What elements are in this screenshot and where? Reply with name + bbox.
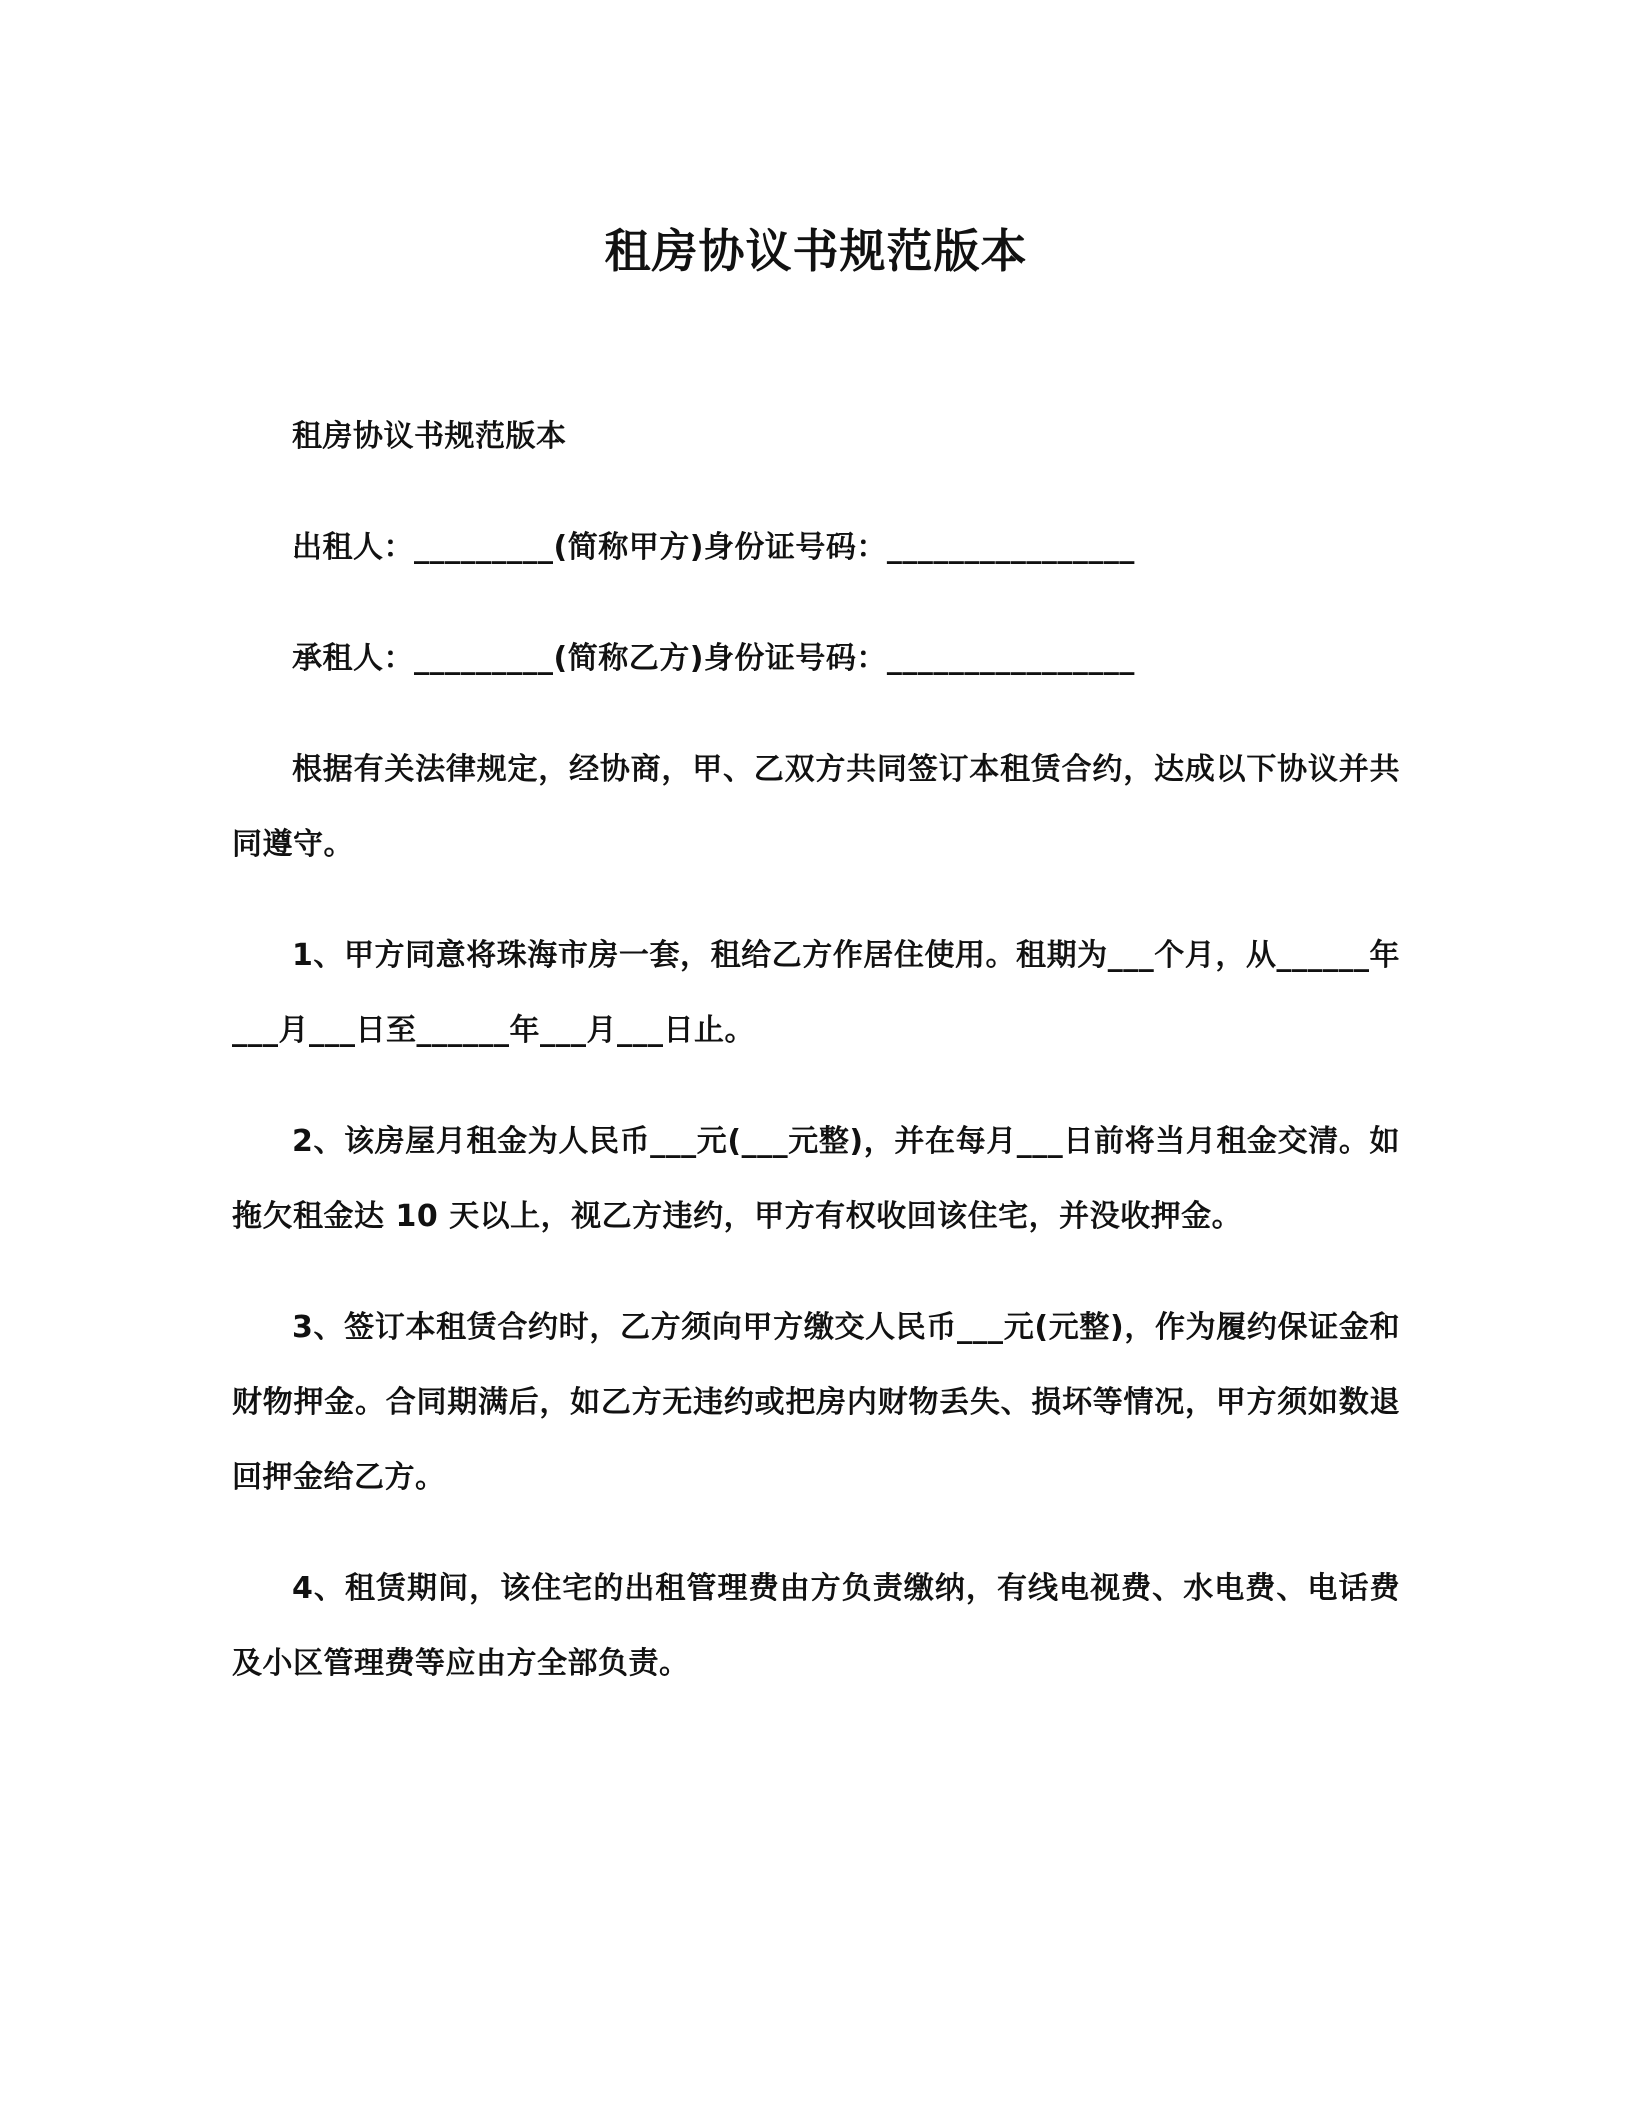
document-body	[232, 399, 1400, 1701]
paragraph-clause-3: 3、签订本租赁合约时，乙方须向甲方缴交人民币___元(元整)，作为履约保证金和财物押金。合同期满后，如乙方无违约或把房内财物丢失、损坏等情况，甲方须如数退回押金给乙方。	[232, 1310, 1400, 1495]
paragraph-clause-4: 4、租赁期间，该住宅的出租管理费由方负责缴纳，有线电视费、水电费、电话费及小区管理费等应由方全部负责。	[232, 1571, 1400, 1681]
paragraph-clause-2: 2、该房屋月租金为人民币___元(___元整)，并在每月___日前将当月租金交清。如拖欠租金达 10 天以上，视乙方违约，甲方有权收回该住宅，并没收押金。	[232, 1124, 1400, 1234]
paragraph-lessee-line: 承租人：_________(简称乙方)身份证号码：________________	[292, 641, 1135, 676]
paragraph-lessor-line: 出租人：_________(简称甲方)身份证号码：________________	[292, 530, 1135, 565]
paragraph-clause-1: 1、甲方同意将珠海市房一套，租给乙方作居住使用。租期为___个月，从______年___月___日至______年___月___日止。	[232, 938, 1400, 1048]
document-title: 租房协议书规范版本	[604, 224, 1028, 278]
paragraph-preamble: 根据有关法律规定，经协商，甲、乙双方共同签订本租赁合约，达成以下协议并共同遵守。	[232, 752, 1400, 862]
paragraph-subtitle: 租房协议书规范版本	[292, 419, 567, 454]
